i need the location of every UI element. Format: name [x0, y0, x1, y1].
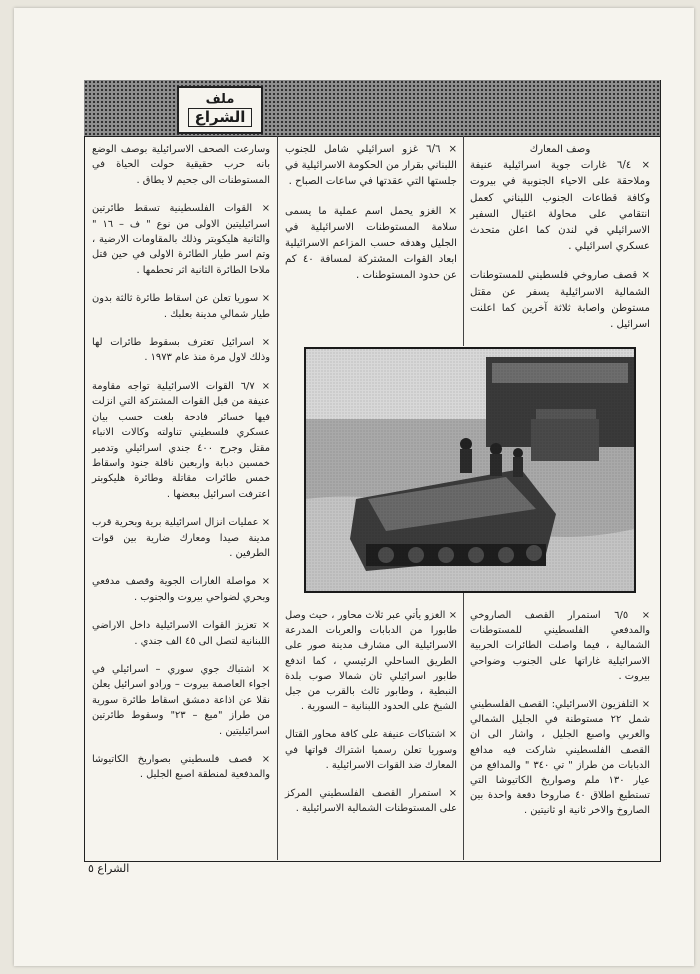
- news-item: × سوريا تعلن عن اسقاط طائرة ثالثة بدون طيار شمالي مدينة بعلبك .: [92, 293, 270, 320]
- news-item: × استمرار القصف الفلسطيني المركز على المستوطنات الشمالية الاسرائيلية .: [285, 788, 457, 815]
- logo-bottom-text: الشراع: [188, 108, 253, 127]
- news-item: × الغزو يحمل اسم عملية ما يسمى سلامة المستوطنات الاسرائيلية في الجليل وهدفه حسب المزاعم الاسرائيلية ابعاد القوات المشتركة لمسافة ٤٠ كم عن حدود المستوطنات .: [285, 205, 457, 282]
- tank-photo: [304, 347, 636, 593]
- tank-photo-illustration: [306, 349, 634, 591]
- header-banner: [84, 80, 660, 137]
- news-item: × قصف فلسطيني بصواريخ الكاتيوشا والمدفعية لمنطقة اصبع الجليل .: [92, 754, 270, 781]
- logo-top-text: ملف: [205, 92, 235, 107]
- news-item: وسارعت الصحف الاسرائيلية بوصف الوضع بانه حرب حقيقية حولت الحياة في المستوطنات الى جحيم لا يطاق .: [92, 144, 270, 186]
- page-footer: الشراع ٥: [88, 862, 130, 875]
- news-item: × تعزيز القوات الاسرائيلية داخل الاراضي اللبنانية لتصل الى ٤٥ الف جندي .: [92, 620, 270, 647]
- section-logo: [177, 86, 263, 134]
- column-middle-top: [285, 142, 457, 298]
- news-item: × ٦/٥ استمرار القصف الصاروخي والمدفعي الفلسطيني للمستوطنات الشمالية ، فيما واصلت الطائرات الحربية الاسرائيلية غاراتها على الجنوب وضواحي بيروت .: [470, 610, 650, 682]
- column-right-bottom: [470, 608, 650, 832]
- news-item: × قصف صاروخي فلسطيني للمستوطنات الشمالية الاسرائيلية يسفر عن مقتل مستوطن واصابة ثلاثة آخرين كما اعلنت اسرائيل .: [470, 270, 650, 331]
- news-item: × القوات الفلسطينية تسقط طائرتين اسرائيليتين الاولى من نوع " ف – ١٦ " والثانية هليكوبتر وذلك بالمقاومات الارضية ، وتم اسر طيار الطائرة الاولى في حين قتل ملاحا الطائرة الثانية اثر تحطمها .: [92, 203, 270, 276]
- news-item: × اشتباك جوي سوري – اسرائيلي في اجواء العاصمة بيروت – ورادو اسرائيل يعلن نقلا عن اذاعة دمشق اسقاط طائرة سورية من طراز "ميغ – ٢٣" وسقوط طائرتين اسرائيليتين .: [92, 663, 270, 737]
- news-item: × عمليات انزال اسرائيلية برية وبحرية قرب مدينة صيدا ومعارك ضارية بين قوات الطرفين .: [92, 517, 270, 559]
- column-divider: [277, 136, 278, 860]
- subheading-battles: وصف المعارك: [529, 144, 591, 155]
- column-divider: [463, 136, 464, 346]
- news-item: × ٦/٧ القوات الاسرائيلية تواجه مقاومة عنيفة من قبل القوات المشتركة التي انزلت فيها خسائر فادحة بلغت حسب بيان عسكري فلسطيني تناولته وكالات الانباء مقتل وجرح ٤٠٠ جندي اسرائيلي وتدمير خمسين دبابة واربعين ناقلة جنود واسقاط خمس طائرات مقاتلة وطائرة هليكوبتر اعترفت اسرائيل ببعضها .: [92, 380, 270, 500]
- column-divider: [463, 592, 464, 860]
- column-right-top: [470, 142, 650, 346]
- column-left: [92, 142, 270, 796]
- news-item: × ٦/٤ غارات جوية اسرائيلية عنيفة وملاحقة على الاحياء الجنوبية في بيروت وكافة قطاعات الجنوب اللبناني كعمل انتقامي على محاولة اغتيال السفير الاسرائيلي في لندن كما اعلن متحدث عسكري اسرائيلي .: [470, 160, 650, 253]
- column-middle-bottom: [285, 608, 457, 829]
- news-item: × ٦/٦ غزو اسرائيلي شامل للجنوب اللبناني بقرار من الحكومة الاسرائيلية في جلستها التي عقدتها في ساعات الصباح .: [285, 144, 457, 188]
- news-item: × اسرائيل تعترف بسقوط طائرات لها وذلك لاول مرة منذ عام ١٩٧٣ .: [92, 337, 270, 364]
- news-item: × الغزو يأتي عبر ثلاث محاور ، حيث وصل طابورا من الدبابات والعربات المدرعة الاسرائيلية الى مشارف مدينة صور على الطريق الساحلي الرئيسي ، كما اندفع طابور اسرائيلي ثان شمالا صوب بلدة النبطية ، وطابور ثالث بالقرب من جبل الشيخ على الحدود اللبنانية – السورية .: [285, 610, 457, 713]
- news-item: × مواصلة الغارات الجوية وقصف مدفعي وبحري لضواحي بيروت والجنوب .: [92, 576, 270, 603]
- news-item: × التلفزيون الاسرائيلي: القصف الفلسطيني شمل ٢٢ مستوطنة في الجليل الشمالي والغربي واصبع الجليل ، واشار الى ان القصف الفلسطيني شاركت فيه مدافع الدبابات من طراز " تي ٣٤٠ " والمدافع من عيار ١٣٠ ملم وصواريخ الكاتيوشا التي تستطيع اطلاق ٤٠ صاروخا دفعة واحدة بين الصاروخ والاخر ثانية او ثانيتين .: [470, 699, 651, 817]
- news-item: × اشتباكات عنيفة على كافة محاور القتال وسوريا تعلن رسميا اشتراك قواتها في المعارك ضد القوات الاسرائيلية .: [285, 729, 457, 771]
